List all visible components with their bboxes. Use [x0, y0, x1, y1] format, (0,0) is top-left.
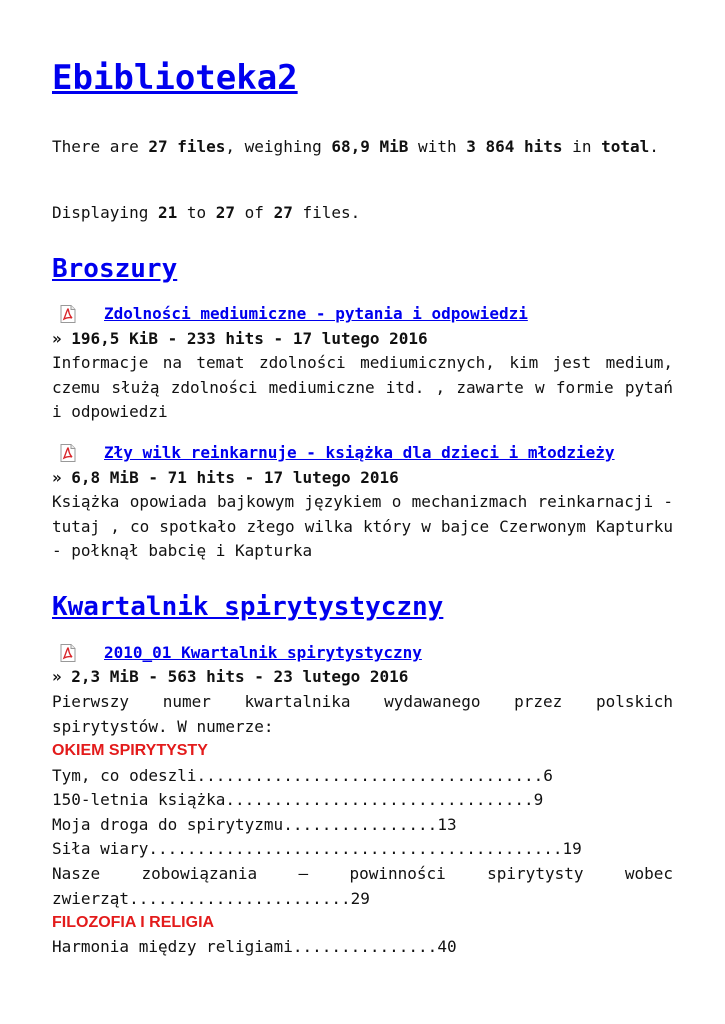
toc-entry: Tym, co odeszli....................................6: [52, 766, 553, 785]
file-meta: » 196,5 KiB - 233 hits - 17 lutego 2016: [52, 329, 428, 348]
toc-entry: Siła wiary...........................................19: [52, 839, 582, 858]
file-description: Informacje na temat zdolności mediumicznych, kim jest medium, czemu służą zdolności mediumiczne itd. , zawarte w formie pytań i odpowiedzi: [52, 353, 673, 421]
toc-heading: OKIEM SPIRYTYSTY: [52, 742, 208, 759]
section-heading-kwartalnik[interactable]: Kwartalnik spirytystyczny: [52, 592, 444, 622]
page-title[interactable]: [52, 56, 298, 100]
file-link[interactable]: 2010_01 Kwartalnik spirytystyczny: [104, 643, 422, 662]
toc-entry: Moja droga do spirytyzmu................13: [52, 815, 457, 834]
file-link[interactable]: Zły wilk reinkarnuje - książka dla dzieci i młodzieży: [104, 443, 615, 462]
pdf-icon: [60, 444, 76, 462]
pdf-icon: [60, 305, 76, 323]
file-meta: » 2,3 MiB - 563 hits - 23 lutego 2016: [52, 667, 409, 686]
file-description: Pierwszy numer kwartalnika wydawanego przez polskich spirytystów. W numerze:: [52, 692, 673, 736]
toc-entry: 150-letnia książka................................9: [52, 790, 544, 809]
display-range: Displaying 21 to 27 of 27 files.: [52, 203, 361, 222]
toc-entry: Harmonia między religiami...............40: [52, 937, 457, 956]
toc-entry: Nasze zobowiązania – powinności spirytysty wobec zwierząt.......................29: [52, 864, 673, 908]
file-meta: » 6,8 MiB - 71 hits - 17 lutego 2016: [52, 468, 399, 487]
file-description: Książka opowiada bajkowym językiem o mechanizmach reinkarnacji - tutaj , co spotkało złego wilka który w bajce Czerwonym Kapturku - połknął babcię i Kapturka: [52, 492, 673, 560]
section-heading-broszury[interactable]: Broszury: [52, 254, 178, 284]
stats-summary: There are 27 files, weighing 68,9 MiB with 3 864 hits in total.: [52, 137, 659, 156]
file-link[interactable]: Zdolności mediumiczne - pytania i odpowiedzi: [104, 304, 528, 323]
pdf-icon: [60, 644, 76, 662]
toc-heading: FILOZOFIA I RELIGIA: [52, 914, 215, 931]
page-title-link[interactable]: Ebiblioteka2: [52, 58, 298, 98]
